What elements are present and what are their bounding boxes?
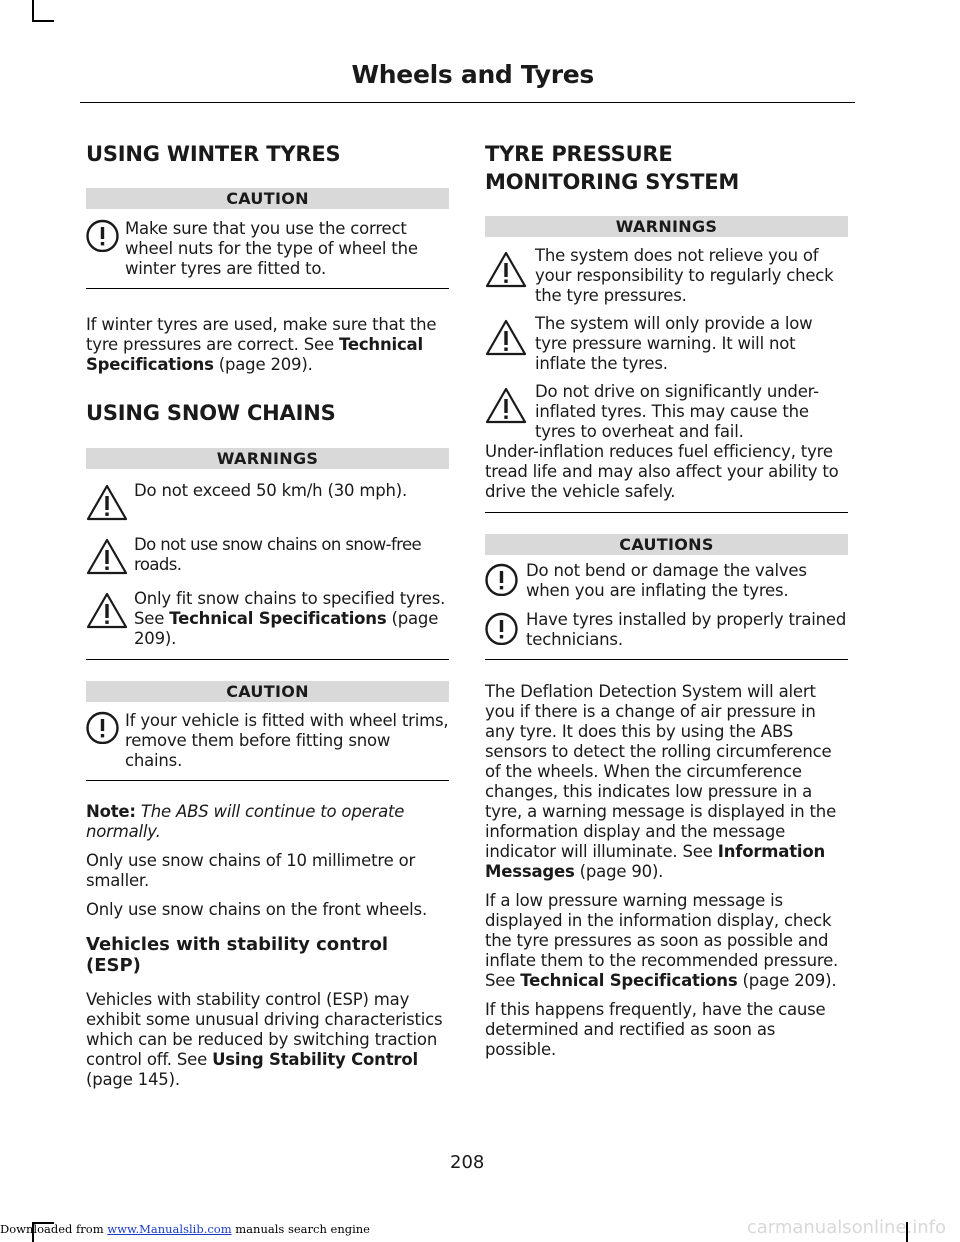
dds-paragraph-text: The Deflation Detection System will alert you if there is a change of air pressure in any tyre. It does this by using the ABS sensors to detect the rolling circumference of the wheels. When the circumference changes, this indicates low pressure in a tyre, a warning message is displayed in the information display and the message indicator will illuminate. See — [485, 682, 837, 861]
warning-icon — [86, 592, 128, 633]
warning-text: Do not use snow chains on snow-free roads. — [134, 535, 422, 574]
caution-text: Make sure that you use the correct wheel nuts for the type of wheel the winter tyres are fitted to. — [125, 219, 418, 278]
warning-text: Do not exceed 50 km/h (30 mph). — [134, 481, 408, 500]
warnings-band: WARNINGS — [485, 216, 848, 237]
watermark: carmanualsonline.info — [746, 1217, 946, 1238]
caution-text: Do not bend or damage the valves when you are inflating the tyres. — [526, 561, 807, 600]
technical-specifications-link[interactable]: Technical Specifications — [86, 335, 423, 374]
warning-icon — [485, 251, 527, 292]
winter-paragraph — [86, 315, 449, 375]
warnings-band: WARNINGS — [86, 448, 449, 469]
warning-note — [86, 481, 449, 525]
divider — [485, 512, 848, 513]
warning-continuation: Under-inflation reduces fuel efficiency, tyre tread life and may also affect your ability to drive the vehicle safely. — [485, 442, 839, 501]
caution-text: If your vehicle is fitted with wheel trims, remove them before fitting snow chains. — [125, 711, 449, 770]
low-pressure-paragraph — [485, 891, 848, 991]
tpms-heading-line: MONITORING SYSTEM — [485, 170, 740, 194]
page-number: 208 — [450, 1152, 485, 1173]
esp-paragraph-text: Vehicles with stability control (ESP) may exhibit some unusual driving characteristics which can be reduced by switching traction control off. See — [86, 990, 443, 1069]
caution-note — [86, 219, 449, 279]
footer-prefix: Downloaded from — [0, 1222, 108, 1236]
caution-note — [86, 711, 449, 771]
left-column — [86, 135, 449, 1090]
divider — [86, 780, 449, 781]
technical-specifications-link[interactable]: Technical Specifications — [169, 609, 387, 628]
warning-note — [485, 314, 848, 374]
snow-chains-heading: USING SNOW CHAINS — [86, 401, 336, 425]
tpms-heading-line: TYRE PRESSURE — [485, 142, 673, 166]
warning-icon — [485, 319, 527, 360]
caution-band: CAUTION — [86, 681, 449, 702]
warning-text: Do not drive on significantly under-inflated tyres. This may cause the tyres to overheat and fail. — [535, 382, 819, 441]
information-messages-link[interactable]: Information Messages — [485, 842, 826, 881]
divider — [86, 659, 449, 660]
warning-text — [134, 589, 449, 649]
caution-band: CAUTION — [86, 188, 449, 209]
note-text: The ABS will continue to operate normally. — [86, 802, 405, 841]
dds-paragraph-page: (page 90). — [574, 862, 664, 881]
right-column — [485, 135, 848, 1060]
winter-paragraph-text: If winter tyres are used, make sure that the tyre pressures are correct. See — [86, 315, 437, 354]
technical-specifications-link[interactable]: Technical Specifications — [520, 971, 738, 990]
warning-text: The system will only provide a low tyre pressure warning. It will not inflate the tyres. — [535, 314, 813, 373]
low-pressure-text: If a low pressure warning message is displayed in the information display, check the tyre pressures as soon as possible and inflate them to the recommended pressure. See — [485, 891, 839, 990]
caution-text: Have tyres installed by properly trained technicians. — [526, 610, 847, 649]
warning-text: The system does not relieve you of your responsibility to regularly check the tyre pressures. — [535, 246, 834, 305]
page-title: Wheels and Tyres — [351, 60, 594, 89]
esp-paragraph — [86, 990, 449, 1090]
tpms-heading — [485, 140, 848, 196]
manualslib-link[interactable]: www.Manualslib.com — [107, 1222, 232, 1236]
front-wheels-paragraph: Only use snow chains on the front wheels. — [86, 900, 427, 919]
download-footer — [0, 1222, 370, 1236]
footer-suffix: manuals search engine — [231, 1222, 370, 1236]
caution-icon — [86, 711, 119, 748]
caution-icon — [485, 612, 518, 649]
warning-icon — [86, 538, 128, 579]
warning-icon — [86, 484, 128, 525]
note-label: Note: — [86, 802, 136, 821]
warning-note — [86, 535, 449, 579]
warning-note — [86, 589, 449, 649]
crop-mark — [32, 20, 54, 22]
dds-paragraph — [485, 682, 848, 882]
warning-note — [485, 246, 848, 306]
header-rule — [80, 102, 855, 103]
warning-text-part: Only fit snow chains to specified tyres. See — [134, 589, 446, 628]
esp-paragraph-page: (page 145). — [86, 1070, 180, 1089]
chain-size-paragraph: Only use snow chains of 10 millimetre or smaller. — [86, 851, 416, 890]
warning-note — [485, 382, 848, 442]
frequency-paragraph: If this happens frequently, have the cause determined and rectified as soon as possible. — [485, 1000, 826, 1059]
winter-tyres-heading: USING WINTER TYRES — [86, 142, 341, 166]
low-pressure-page: (page 209). — [737, 971, 837, 990]
abs-note — [86, 802, 449, 842]
warning-text-page: (page 209). — [134, 609, 439, 648]
winter-paragraph-page: (page 209). — [213, 355, 313, 374]
crop-mark — [32, 0, 34, 20]
caution-icon — [86, 219, 119, 256]
caution-icon — [485, 563, 518, 600]
cautions-band: CAUTIONS — [485, 534, 848, 555]
caution-note — [485, 610, 848, 650]
divider — [86, 288, 449, 289]
esp-heading: Vehicles with stability control (ESP) — [86, 934, 388, 976]
warning-icon — [485, 387, 527, 428]
divider — [485, 659, 848, 660]
stability-control-link[interactable]: Using Stability Control — [212, 1050, 418, 1069]
caution-note — [485, 561, 848, 601]
